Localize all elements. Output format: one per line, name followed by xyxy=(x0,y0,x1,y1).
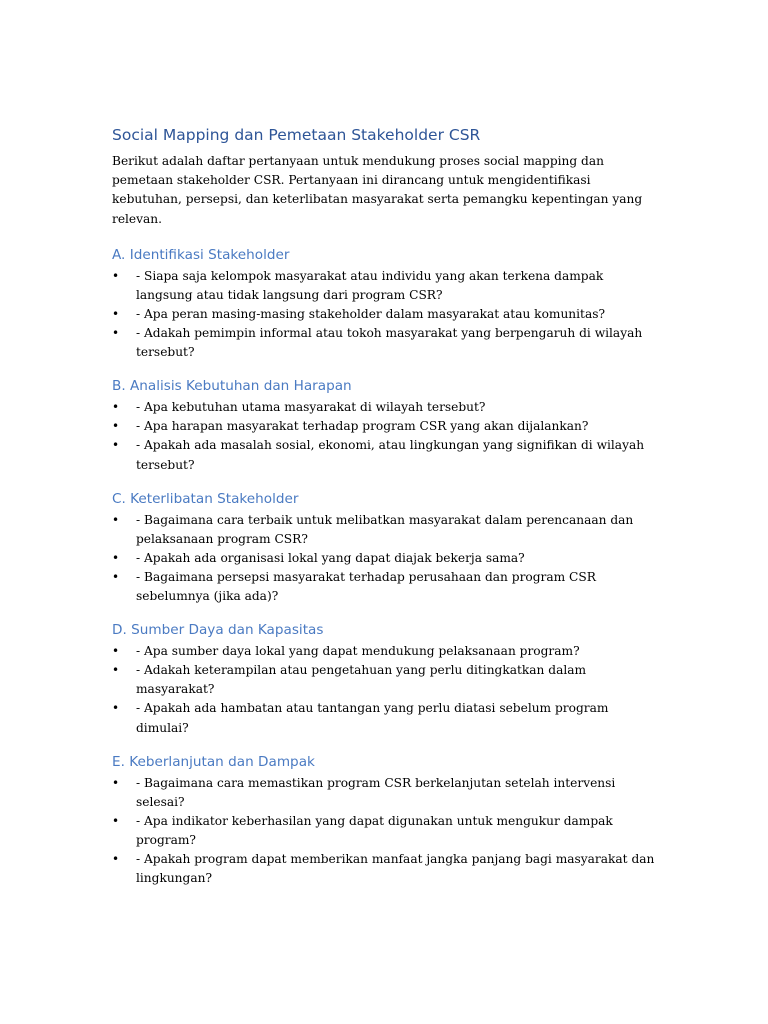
list-item xyxy=(112,436,656,474)
list-item-text: - Apa harapan masyarakat terhadap program CSR yang akan dijalankan? xyxy=(136,419,589,434)
list-item xyxy=(112,642,656,661)
list-item-text: - Adakah pemimpin informal atau tokoh masyarakat yang berpengaruh di wilayah tersebut? xyxy=(136,326,643,360)
list-item xyxy=(112,267,656,305)
list-item xyxy=(112,568,656,606)
list-item-text: - Bagaimana cara terbaik untuk melibatkan masyarakat dalam perencanaan dan pelaksanaan program CSR? xyxy=(136,512,634,546)
list-item-text: - Apakah ada hambatan atau tantangan yang perlu diatasi sebelum program dimulai? xyxy=(136,701,609,735)
section-heading: C. Keterlibatan Stakeholder xyxy=(112,490,299,507)
list-item xyxy=(112,774,656,812)
bullet-icon: • xyxy=(112,438,120,453)
section-sumber-daya xyxy=(112,620,656,737)
list-item-text: - Apakah ada organisasi lokal yang dapat diajak bekerja sama? xyxy=(136,550,525,565)
bullet-icon: • xyxy=(112,644,120,659)
section-heading: E. Keberlanjutan dan Dampak xyxy=(112,753,315,770)
list-item-text: - Apakah program dapat memberikan manfaat jangka panjang bagi masyarakat dan lingkungan? xyxy=(136,851,655,886)
section-heading: A. Identifikasi Stakeholder xyxy=(112,246,290,263)
bullet-icon: • xyxy=(112,851,120,866)
list-item xyxy=(112,699,656,737)
list-item-text: - Apa indikator keberhasilan yang dapat digunakan untuk mengukur dampak program? xyxy=(136,813,613,847)
bullet-icon: • xyxy=(112,775,120,790)
list-item xyxy=(112,305,656,324)
list-item-text: - Apa kebutuhan utama masyarakat di wilayah tersebut? xyxy=(136,400,486,415)
bullet-icon: • xyxy=(112,550,120,565)
question-list xyxy=(112,398,656,474)
list-item-text: - Bagaimana cara memastikan program CSR berkelanjutan setelah intervensi selesai? xyxy=(136,775,616,809)
bullet-icon: • xyxy=(112,400,120,415)
bullet-icon: • xyxy=(112,701,120,716)
list-item xyxy=(112,850,656,888)
list-item-text: - Apa sumber daya lokal yang dapat mendukung pelaksanaan program? xyxy=(136,644,580,659)
section-keterlibatan-stakeholder xyxy=(112,489,656,606)
list-item xyxy=(112,511,656,549)
section-heading: D. Sumber Daya dan Kapasitas xyxy=(112,622,324,639)
list-item xyxy=(112,417,656,436)
bullet-icon: • xyxy=(112,569,120,584)
bullet-icon: • xyxy=(112,512,120,527)
list-item xyxy=(112,398,656,417)
list-item-text: - Adakah keterampilan atau pengetahuan yang perlu ditingkatkan dalam masyarakat? xyxy=(136,663,587,697)
section-keberlanjutan xyxy=(112,752,656,889)
section-analisis-kebutuhan xyxy=(112,376,656,474)
bullet-icon: • xyxy=(112,326,120,341)
question-list xyxy=(112,774,656,889)
list-item-text: - Bagaimana persepsi masyarakat terhadap perusahaan dan program CSR sebelumnya (jika ada)? xyxy=(136,569,596,604)
question-list xyxy=(112,511,656,606)
section-identifikasi-stakeholder xyxy=(112,245,656,362)
list-item-text: - Apakah ada masalah sosial, ekonomi, atau lingkungan yang signifikan di wilayah tersebut? xyxy=(136,438,645,472)
section-heading: B. Analisis Kebutuhan dan Harapan xyxy=(112,378,352,395)
bullet-icon: • xyxy=(112,419,120,434)
bullet-icon: • xyxy=(112,268,120,283)
document-title: Social Mapping dan Pemetaan Stakeholder CSR xyxy=(112,126,481,144)
list-item xyxy=(112,549,656,568)
bullet-icon: • xyxy=(112,663,120,678)
question-list xyxy=(112,267,656,362)
list-item xyxy=(112,661,656,699)
list-item-text: - Apa peran masing-masing stakeholder dalam masyarakat atau komunitas? xyxy=(136,307,606,321)
document-page xyxy=(112,124,656,888)
list-item-text: - Siapa saja kelompok masyarakat atau individu yang akan terkena dampak langsung atau tidak langsung dari program CSR? xyxy=(136,268,604,302)
bullet-icon: • xyxy=(112,307,120,321)
list-item xyxy=(112,324,656,362)
list-item xyxy=(112,812,656,850)
bullet-icon: • xyxy=(112,813,120,828)
question-list xyxy=(112,642,656,737)
intro-paragraph: Berikut adalah daftar pertanyaan untuk mendukung proses social mapping dan pemetaan stakeholder CSR. Pertanyaan ini dirancang untuk mengidentifikasi kebutuhan, persepsi, dan keterlibatan masyarakat serta pemangku kepentingan yang relevan. xyxy=(112,154,643,226)
